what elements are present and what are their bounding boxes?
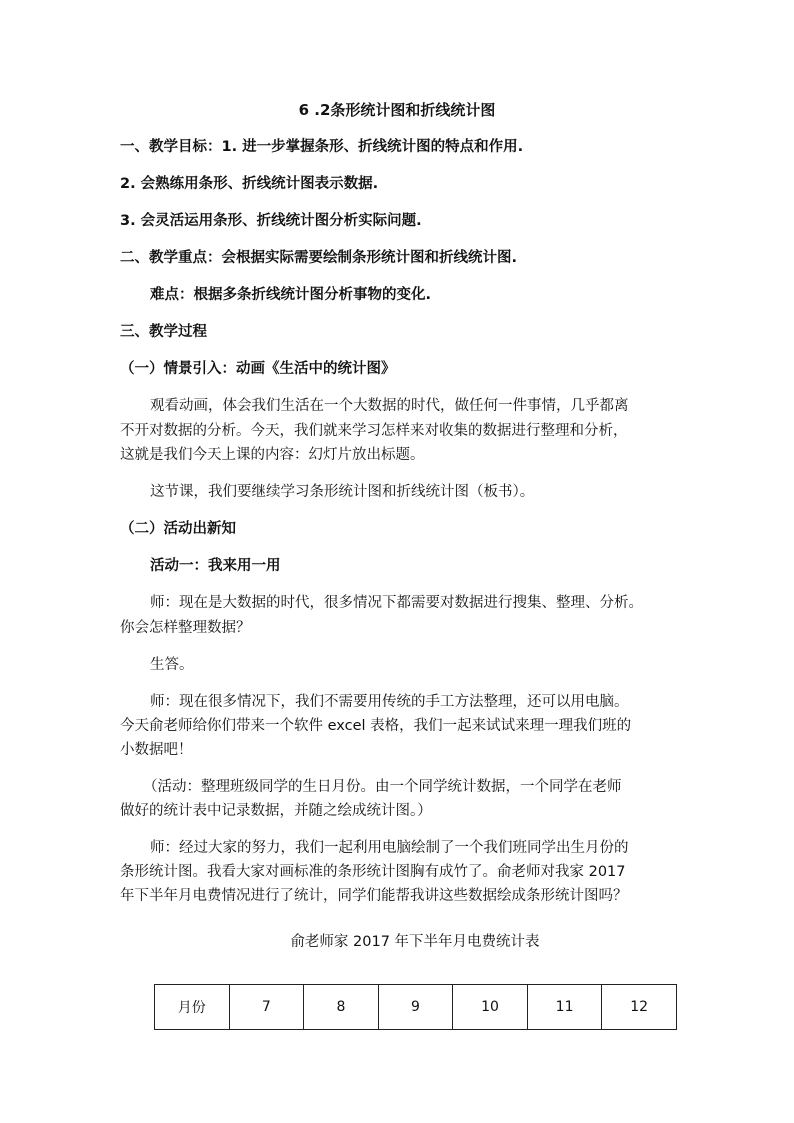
key-point-difficulty: 难点：根据多条折线统计图分析事物的变化. — [150, 287, 432, 303]
paragraph-6-line-2: 做好的统计表中记录数据，并随之绘成统计图。） — [120, 803, 432, 819]
objective-line-1: 一、教学目标：1. 进一步掌握条形、折线统计图的特点和作用. — [120, 139, 524, 155]
paragraph-7-line-3: 年下半年月电费情况进行了统计，同学们能帮我讲这些数据绘成条形统计图吗？ — [120, 888, 628, 904]
paragraph-3-line-2: 你会怎样整理数据？ — [120, 620, 251, 636]
table-cell-month: 8 — [304, 985, 379, 1030]
key-point-focus: 二、教学重点：会根据实际需要绘制条形统计图和折线统计图. — [120, 250, 518, 266]
table-cell-month: 11 — [527, 985, 602, 1030]
section-2-heading: （二）活动出新知 — [120, 521, 236, 537]
paragraph-7-line-1: 师：经过大家的努力，我们一起利用电脑绘制了一个我们班同学出生月份的 — [150, 840, 629, 856]
paragraph-5-line-2: 今天俞老师给你们带来一个软件 excel 表格，我们一起来试试来理一理我们班的 — [120, 718, 632, 734]
paragraph-4: 生答。 — [150, 657, 194, 673]
activity-1-heading: 活动一：我来用一用 — [150, 558, 281, 574]
table-caption: 俞老师家 2017 年下半年月电费统计表 — [290, 934, 540, 950]
paragraph-1-line-3: 这就是我们今天上课的内容：幻灯片放出标题。 — [120, 447, 425, 463]
page-title: 6 .2条形统计图和折线统计图 — [298, 101, 496, 119]
table-cell-month: 10 — [453, 985, 528, 1030]
process-heading: 三、教学过程 — [120, 324, 207, 340]
electricity-fee-table — [154, 984, 677, 1030]
paragraph-1-line-2: 不开对数据的分析。今天，我们就来学习怎样来对收集的数据进行整理和分析， — [120, 423, 628, 439]
table-row — [155, 985, 677, 1030]
paragraph-5-line-1: 师：现在很多情况下，我们不需要用传统的手工方法整理，还可以用电脑。 — [150, 694, 629, 710]
paragraph-7-line-2: 条形统计图。我看大家对画标准的条形统计图胸有成竹了。俞老师对我家 2017 — [120, 864, 626, 880]
paragraph-3-line-1: 师：现在是大数据的时代，很多情况下都需要对数据进行搜集、整理、分析。 — [150, 595, 643, 611]
paragraph-1-line-1: 观看动画，体会我们生活在一个大数据的时代，做任何一件事情，几乎都离 — [150, 398, 629, 414]
paragraph-5-line-3: 小数据吧！ — [120, 742, 193, 758]
table-cell-month: 7 — [229, 985, 304, 1030]
table-header-cell: 月份 — [155, 985, 230, 1030]
section-1-heading: （一）情景引入：动画《生活中的统计图》 — [120, 361, 396, 377]
paragraph-2: 这节课，我们要继续学习条形统计图和折线统计图（板书）。 — [150, 484, 535, 500]
objective-line-2: 2. 会熟练用条形、折线统计图表示数据. — [120, 176, 379, 192]
objective-line-3: 3. 会灵活运用条形、折线统计图分析实际问题. — [120, 213, 422, 229]
table-cell-month: 12 — [602, 985, 677, 1030]
table-cell-month: 9 — [378, 985, 453, 1030]
paragraph-6-line-1: （活动：整理班级同学的生日月份。由一个同学统计数据，一个同学在老师 — [143, 779, 622, 795]
